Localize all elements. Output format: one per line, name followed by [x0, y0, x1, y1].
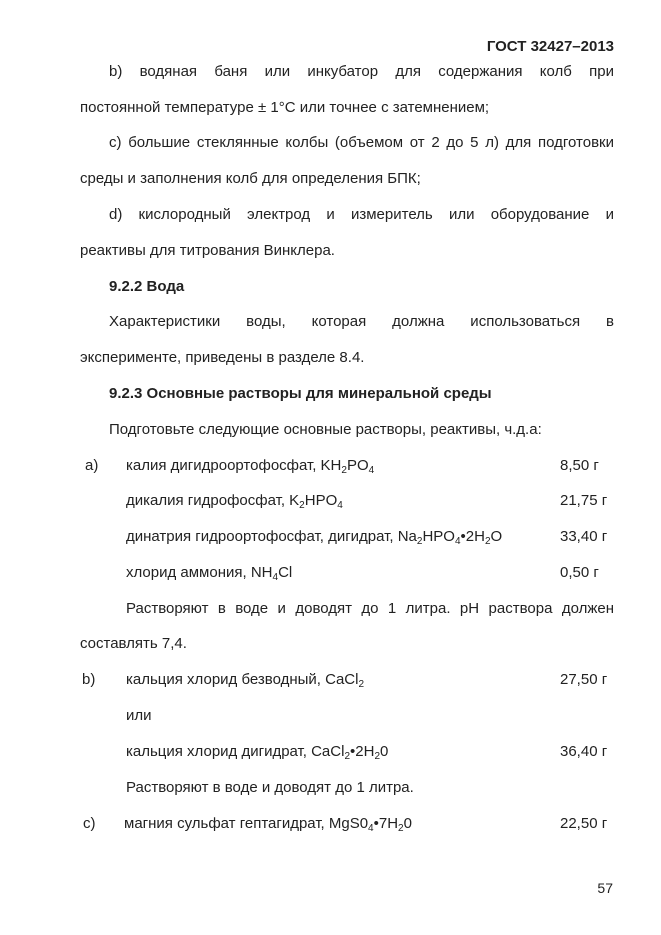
solution-b-label: b): [82, 671, 96, 688]
solution-b-row-1-name: кальция хлорид безводный, CaCl$_2$: [126, 671, 365, 690]
solution-a-row-4-amount: 0,50 г: [560, 564, 599, 581]
solution-b-or-text: или: [126, 707, 152, 724]
solution-a-note-line-1: Растворяют в воде и доводят до 1 литра. pH раствора должен: [126, 600, 614, 617]
item-d-line-2: реактивы для титрования Винклера.: [80, 242, 335, 259]
item-b-line-1: b) водяная баня или инкубатор для содержания колб при: [109, 63, 614, 80]
item-d-line-1: d) кислородный электрод и измеритель или оборудование и: [109, 206, 614, 223]
page-number: 57: [597, 880, 613, 896]
solution-a-row-1-name: калия дигидроортофосфат, $KH_2PO_4$: [126, 457, 375, 476]
solution-a-row-3-name: динатрия гидроортофосфат, дигидрат, $Na_2HPO_4•2H_2O$: [126, 528, 503, 547]
solution-a-row-1-amount: 8,50 г: [560, 457, 599, 474]
solution-b-row-2-amount: 36,40 г: [560, 743, 608, 760]
solution-c-row-1-name: магния сульфат гептагидрат, $MgS0_4•7H_20$: [124, 815, 412, 834]
solution-a-note-line-2: составлять 7,4.: [80, 635, 187, 652]
item-b-line-2: постоянной температуре ± 1°С или точнее с затемнением;: [80, 99, 490, 116]
section-9-2-3-heading: 9.2.3 Основные растворы для минеральной среды: [109, 385, 492, 402]
section-9-2-2-para-line-1: Характеристики воды, которая должна использоваться в: [109, 313, 614, 330]
solution-a-row-2-amount: 21,75 г: [560, 492, 608, 509]
solution-a-row-2-name: дикалия гидрофосфат, $K_2HPO_4$: [126, 492, 343, 511]
solution-c-label: c): [83, 815, 96, 832]
item-c-line-2: среды и заполнения колб для определения БПК;: [80, 170, 421, 187]
solution-b-row-2-name: кальция хлорид дигидрат, $CaCl_2•2H_20$: [126, 743, 389, 762]
solution-c-row-1-amount: 22,50 г: [560, 815, 608, 832]
solution-a-row-3-amount: 33,40 г: [560, 528, 608, 545]
section-9-2-2-para-line-2: эксперименте, приведены в разделе 8.4.: [80, 349, 365, 366]
section-9-2-3-intro: Подготовьте следующие основные растворы, реактивы, ч.д.а:: [109, 421, 542, 438]
solution-a-label: a): [85, 457, 99, 474]
solution-b-note: Растворяют в воде и доводят до 1 литра.: [126, 779, 414, 796]
item-c-line-1: с) большие стеклянные колбы (объемом от 2 до 5 л) для подготовки: [109, 134, 614, 151]
solution-a-row-4-name: хлорид аммония, $NH_4Cl$: [126, 564, 293, 583]
section-9-2-2-heading: 9.2.2 Вода: [109, 278, 185, 295]
document-code-header: ГОСТ 32427–2013: [486, 38, 614, 55]
solution-b-row-1-amount: 27,50 г: [560, 671, 608, 688]
